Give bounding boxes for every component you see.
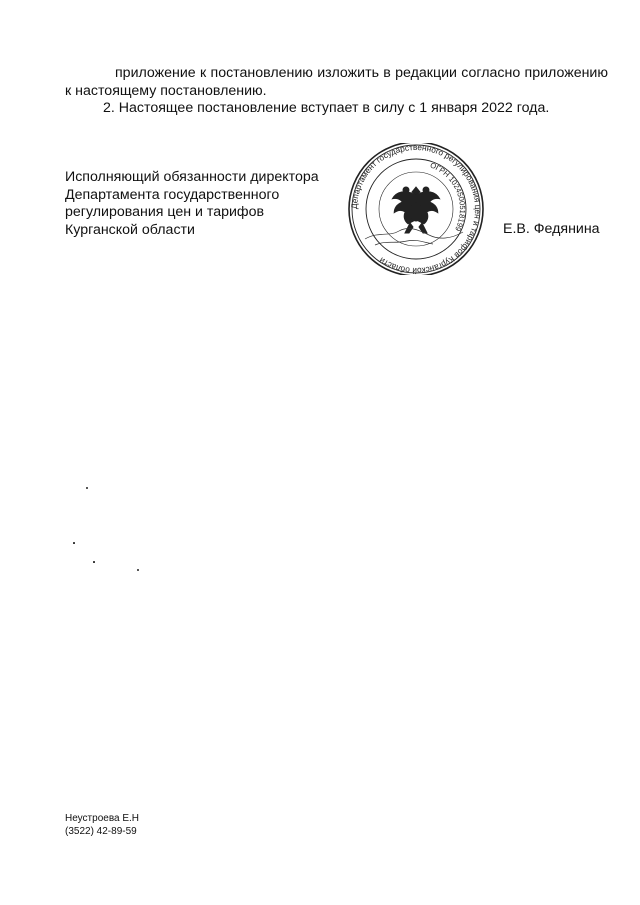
signatory-title-line: Исполняющий обязанности директора xyxy=(65,169,319,185)
signatory-title xyxy=(65,169,319,239)
paragraph-appendix xyxy=(65,64,608,100)
seal-outer-text: Департамент государственного регулирования цен и тарифов Курганской области xyxy=(349,143,483,275)
paragraph-appendix-text: приложение к постановлению изложить в редакции согласно приложению к настоящему постановлению. xyxy=(65,65,608,99)
executor-name: Неустроева Е.Н xyxy=(65,813,140,824)
signatory-title-line: Курганской области xyxy=(65,221,195,238)
signatory-title-line: регулирования цен и тарифов xyxy=(65,204,265,220)
paragraph-effective-date-text: 2. Настоящее постановление вступает в силу с 1 января 2022 года. xyxy=(103,100,550,116)
scan-speck xyxy=(73,542,75,544)
scan-speck xyxy=(137,569,139,571)
scan-speck xyxy=(86,487,88,489)
official-seal-stamp xyxy=(345,143,487,275)
paragraph-effective-date xyxy=(65,99,608,117)
signature-scribble xyxy=(365,228,463,245)
double-headed-eagle-emblem xyxy=(392,187,440,233)
signatory-title-line: Департамента государственного xyxy=(65,186,280,203)
scan-speck xyxy=(93,561,95,563)
signatory-name: Е.В. Федянина xyxy=(503,221,600,237)
seal-inner-text: ОГРН 1024500518199 xyxy=(428,160,468,233)
executor-info xyxy=(65,812,139,838)
executor-phone: (3522) 42-89-59 xyxy=(65,826,137,837)
